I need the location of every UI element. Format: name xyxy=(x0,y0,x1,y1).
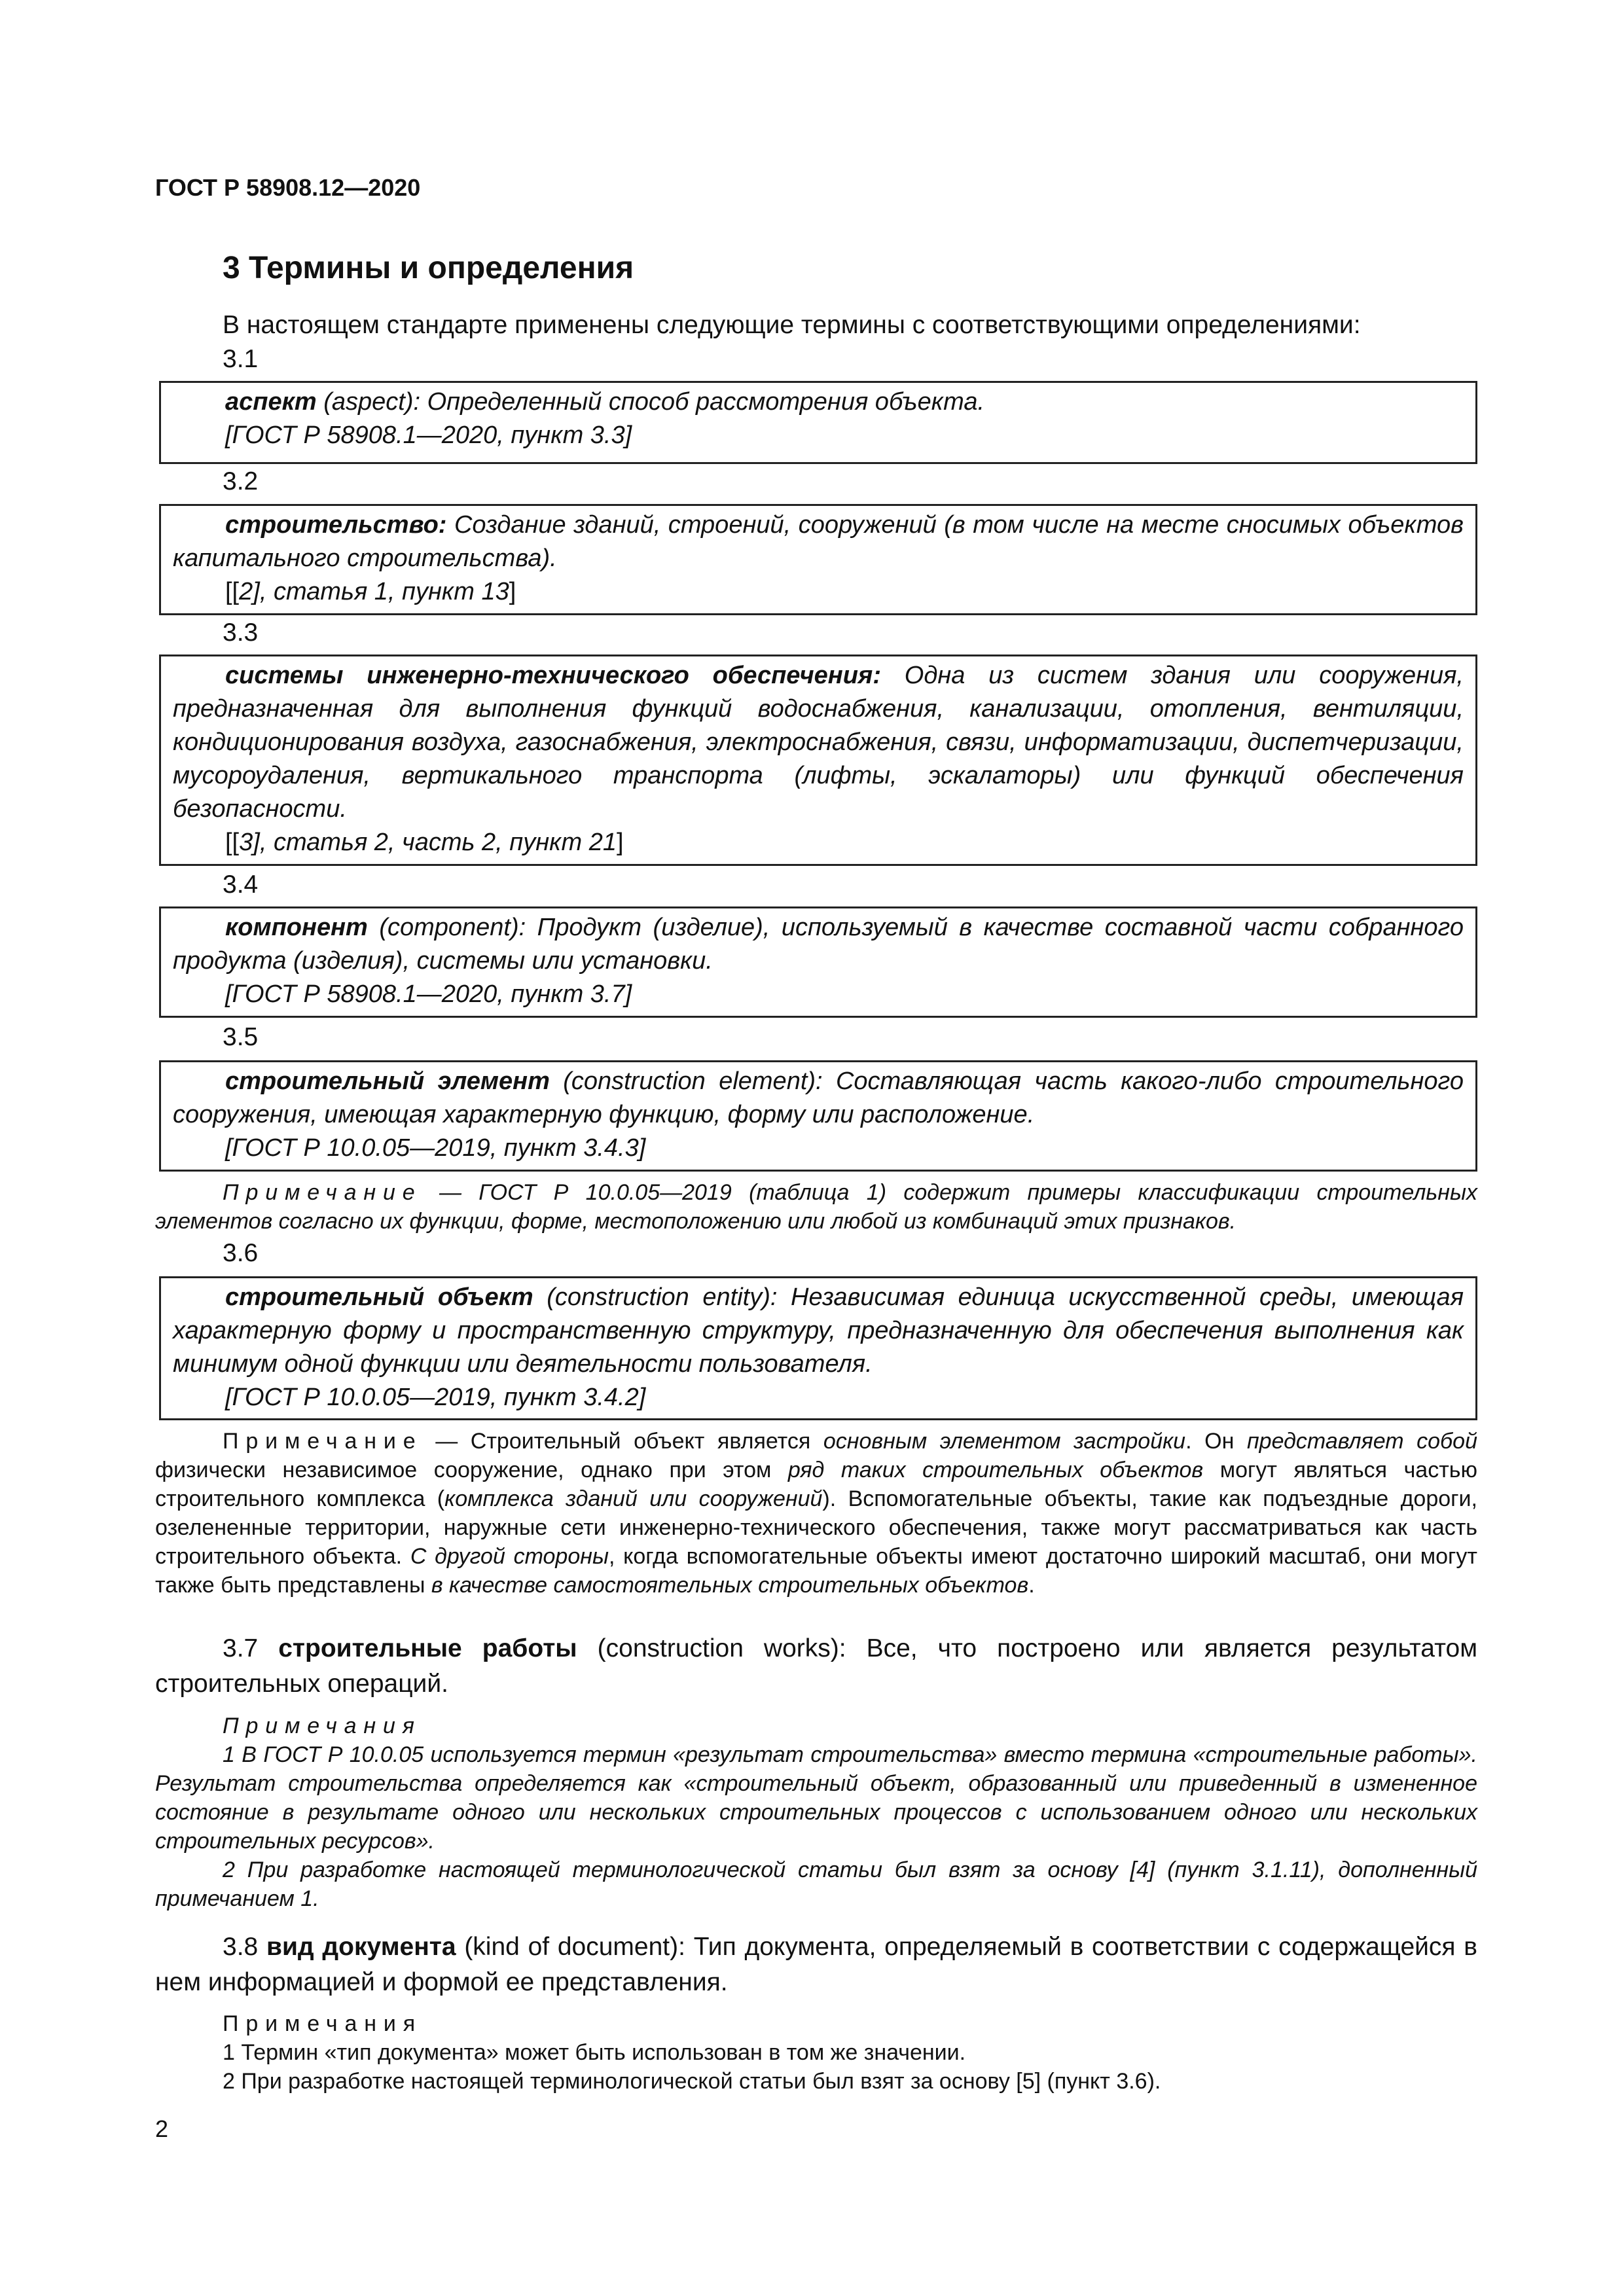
note-item: 2 При разработке настоящей терминологической статьи был взят за основу [5] (пункт 3.6). xyxy=(223,2069,1161,2094)
term-name: строительный объект xyxy=(225,1283,533,1311)
term-number: 3.3 xyxy=(223,619,259,647)
term-box-3-5 xyxy=(159,1060,1477,1172)
term-box-3-3 xyxy=(159,655,1477,866)
source-text: ], статья 2, часть 2, пункт 21 xyxy=(253,829,617,856)
term-name: строительные работы xyxy=(278,1634,577,1662)
intro-text: В настоящем стандарте применены следующие термины с соответствующими определениями: xyxy=(223,311,1361,339)
term-definition: Составляющая часть какого-либо строительного сооружения, имеющая характерную функцию, форму или расположение. xyxy=(173,1067,1464,1128)
source-text: ], статья 1, пункт 13 xyxy=(253,578,509,605)
note-text: ряд таких строительных объектов xyxy=(787,1458,1204,1482)
note-item: 1 В ГОСТ Р 10.0.05 используется термин «результат строительства» вместо термина «строительные работы». Результат строительства определяется как «строительный объект, образованный или приведенный в измененное состояние в результате одного или нескольких строительных процессов с использованием одного или нескольких строительных ресурсов». xyxy=(155,1742,1477,1854)
term-3-8 xyxy=(155,1929,1477,2000)
term-definition: Одна из систем здания или сооружения, предназначенная для выполнения функций водоснабжения, канализации, отопления, вентиляции, кондиционирования воздуха, газоснабжения, электроснабжения, связи, информатизации, диспетчеризации, мусороудаления, вертикального транспорта (лифты, эскалаторы) или функций обеспечения безопасности. xyxy=(173,662,1464,823)
term-name: строительство: xyxy=(225,511,447,539)
note-3-6 xyxy=(155,1427,1477,1600)
source-bracket: ] xyxy=(616,829,624,856)
term-name: вид документа xyxy=(266,1933,456,1961)
source-bracket: [[ xyxy=(225,578,240,605)
term-name: системы инженерно-технического обеспечения: xyxy=(225,662,881,689)
source-bracket: ] xyxy=(509,578,516,605)
term-source: [ГОСТ Р 58908.1—2020, пункт 3.7] xyxy=(225,980,632,1008)
term-english: (component): xyxy=(367,914,537,941)
term-definition: Продукт (изделие), используемый в качестве составной части собранного продукта (изделия), системы или установки. xyxy=(173,914,1464,975)
term-english: (construction element): xyxy=(549,1067,836,1095)
term-number: 3.5 xyxy=(223,1023,259,1051)
term-source: [ГОСТ Р 58908.1—2020, пункт 3.3] xyxy=(225,422,632,449)
notes-3-7 xyxy=(155,1712,1477,1913)
term-box-3-6 xyxy=(159,1276,1477,1420)
term-english: (construction entity): xyxy=(533,1283,791,1311)
note-label: Примечание xyxy=(223,1180,422,1205)
source-ref: 3 xyxy=(239,829,253,856)
term-definition: (construction works): Все, что построено или является результатом строительных операций. xyxy=(155,1634,1478,1698)
note-text: . xyxy=(1028,1573,1035,1598)
note-text: — ГОСТ Р 10.0.05—2019 (таблица 1) содержит примеры классификации строительных элементов согласно их функции, форме, местоположению или любой из комбинаций этих признаков. xyxy=(155,1180,1477,1234)
term-name: компонент xyxy=(225,914,368,941)
notes-label: Примечания xyxy=(223,1713,422,1738)
term-number: 3.6 xyxy=(223,1239,259,1267)
source-ref: 2 xyxy=(239,578,253,605)
note-text: , когда вспомогательные объекты имеют достаточно широкий масштаб, они могут также быть представлены xyxy=(155,1544,1478,1598)
note-item: 1 Термин «тип документа» может быть использован в том же значении. xyxy=(223,2040,966,2065)
document-header: ГОСТ Р 58908.12—2020 xyxy=(155,174,421,201)
term-box-3-1 xyxy=(159,381,1477,464)
note-text: комплекса зданий или сооружений xyxy=(444,1486,823,1511)
term-source: [ГОСТ Р 10.0.05—2019, пункт 3.4.3] xyxy=(225,1134,646,1162)
note-text: основным элементом застройки xyxy=(823,1429,1186,1454)
note-text: в качестве самостоятельных строительных объектов xyxy=(431,1573,1029,1598)
term-name: строительный элемент xyxy=(225,1067,550,1095)
term-definition: Независимая единица искусственной среды, имеющая характерную форму и пространственную структуру, предназначенную для обеспечения выполнения как минимум одной функции или деятельности пользователя. xyxy=(173,1283,1464,1378)
source-bracket: [[ xyxy=(225,829,240,856)
notes-3-8 xyxy=(155,2009,1477,2096)
note-text: представляет собой xyxy=(1246,1429,1477,1454)
term-box-3-2 xyxy=(159,504,1477,615)
term-definition: Определенный способ рассмотрения объекта. xyxy=(427,388,985,416)
term-definition: (kind of document): Тип документа, определяемый в соответствии с содержащейся в нем информацией и формой ее представления. xyxy=(155,1933,1477,1996)
note-3-5 xyxy=(155,1178,1477,1236)
term-source: [ГОСТ Р 10.0.05—2019, пункт 3.4.2] xyxy=(225,1384,646,1411)
note-text: физически независимое сооружение, однако при этом xyxy=(155,1458,788,1482)
note-text: . Он xyxy=(1185,1429,1247,1454)
note-text: ). Вспомогательные объекты, такие как подъездные дороги, озелененные территории, наружные сети инженерно-технического обеспечения, также могут рассматриваться как часть строительного объекта. xyxy=(155,1486,1477,1569)
page-number: 2 xyxy=(155,2115,169,2142)
term-box-3-4 xyxy=(159,906,1477,1018)
term-english: (aspect): xyxy=(316,388,427,416)
term-number: 3.7 xyxy=(223,1634,279,1662)
term-number: 3.1 xyxy=(223,345,259,373)
notes-label: Примечания xyxy=(223,2011,423,2036)
note-text: могут являться частью строительного комплекса ( xyxy=(155,1458,1477,1511)
term-3-7 xyxy=(155,1631,1477,1702)
term-number: 3.4 xyxy=(223,870,259,899)
section-title: 3 Термины и определения xyxy=(223,251,634,285)
note-text: — Строительный объект является xyxy=(422,1429,823,1454)
term-name: аспект xyxy=(225,388,317,416)
note-text: С другой стороны xyxy=(410,1544,609,1569)
note-label: Примечание xyxy=(223,1429,423,1454)
note-item: 2 При разработке настоящей терминологической статьи был взят за основу [4] (пункт 3.1.11), дополненный примечанием 1. xyxy=(155,1857,1477,1911)
term-definition: Создание зданий, строений, сооружений (в том числе на месте сносимых объектов капитального строительства). xyxy=(173,511,1464,572)
term-number: 3.2 xyxy=(223,467,259,495)
term-number: 3.8 xyxy=(223,1933,266,1961)
